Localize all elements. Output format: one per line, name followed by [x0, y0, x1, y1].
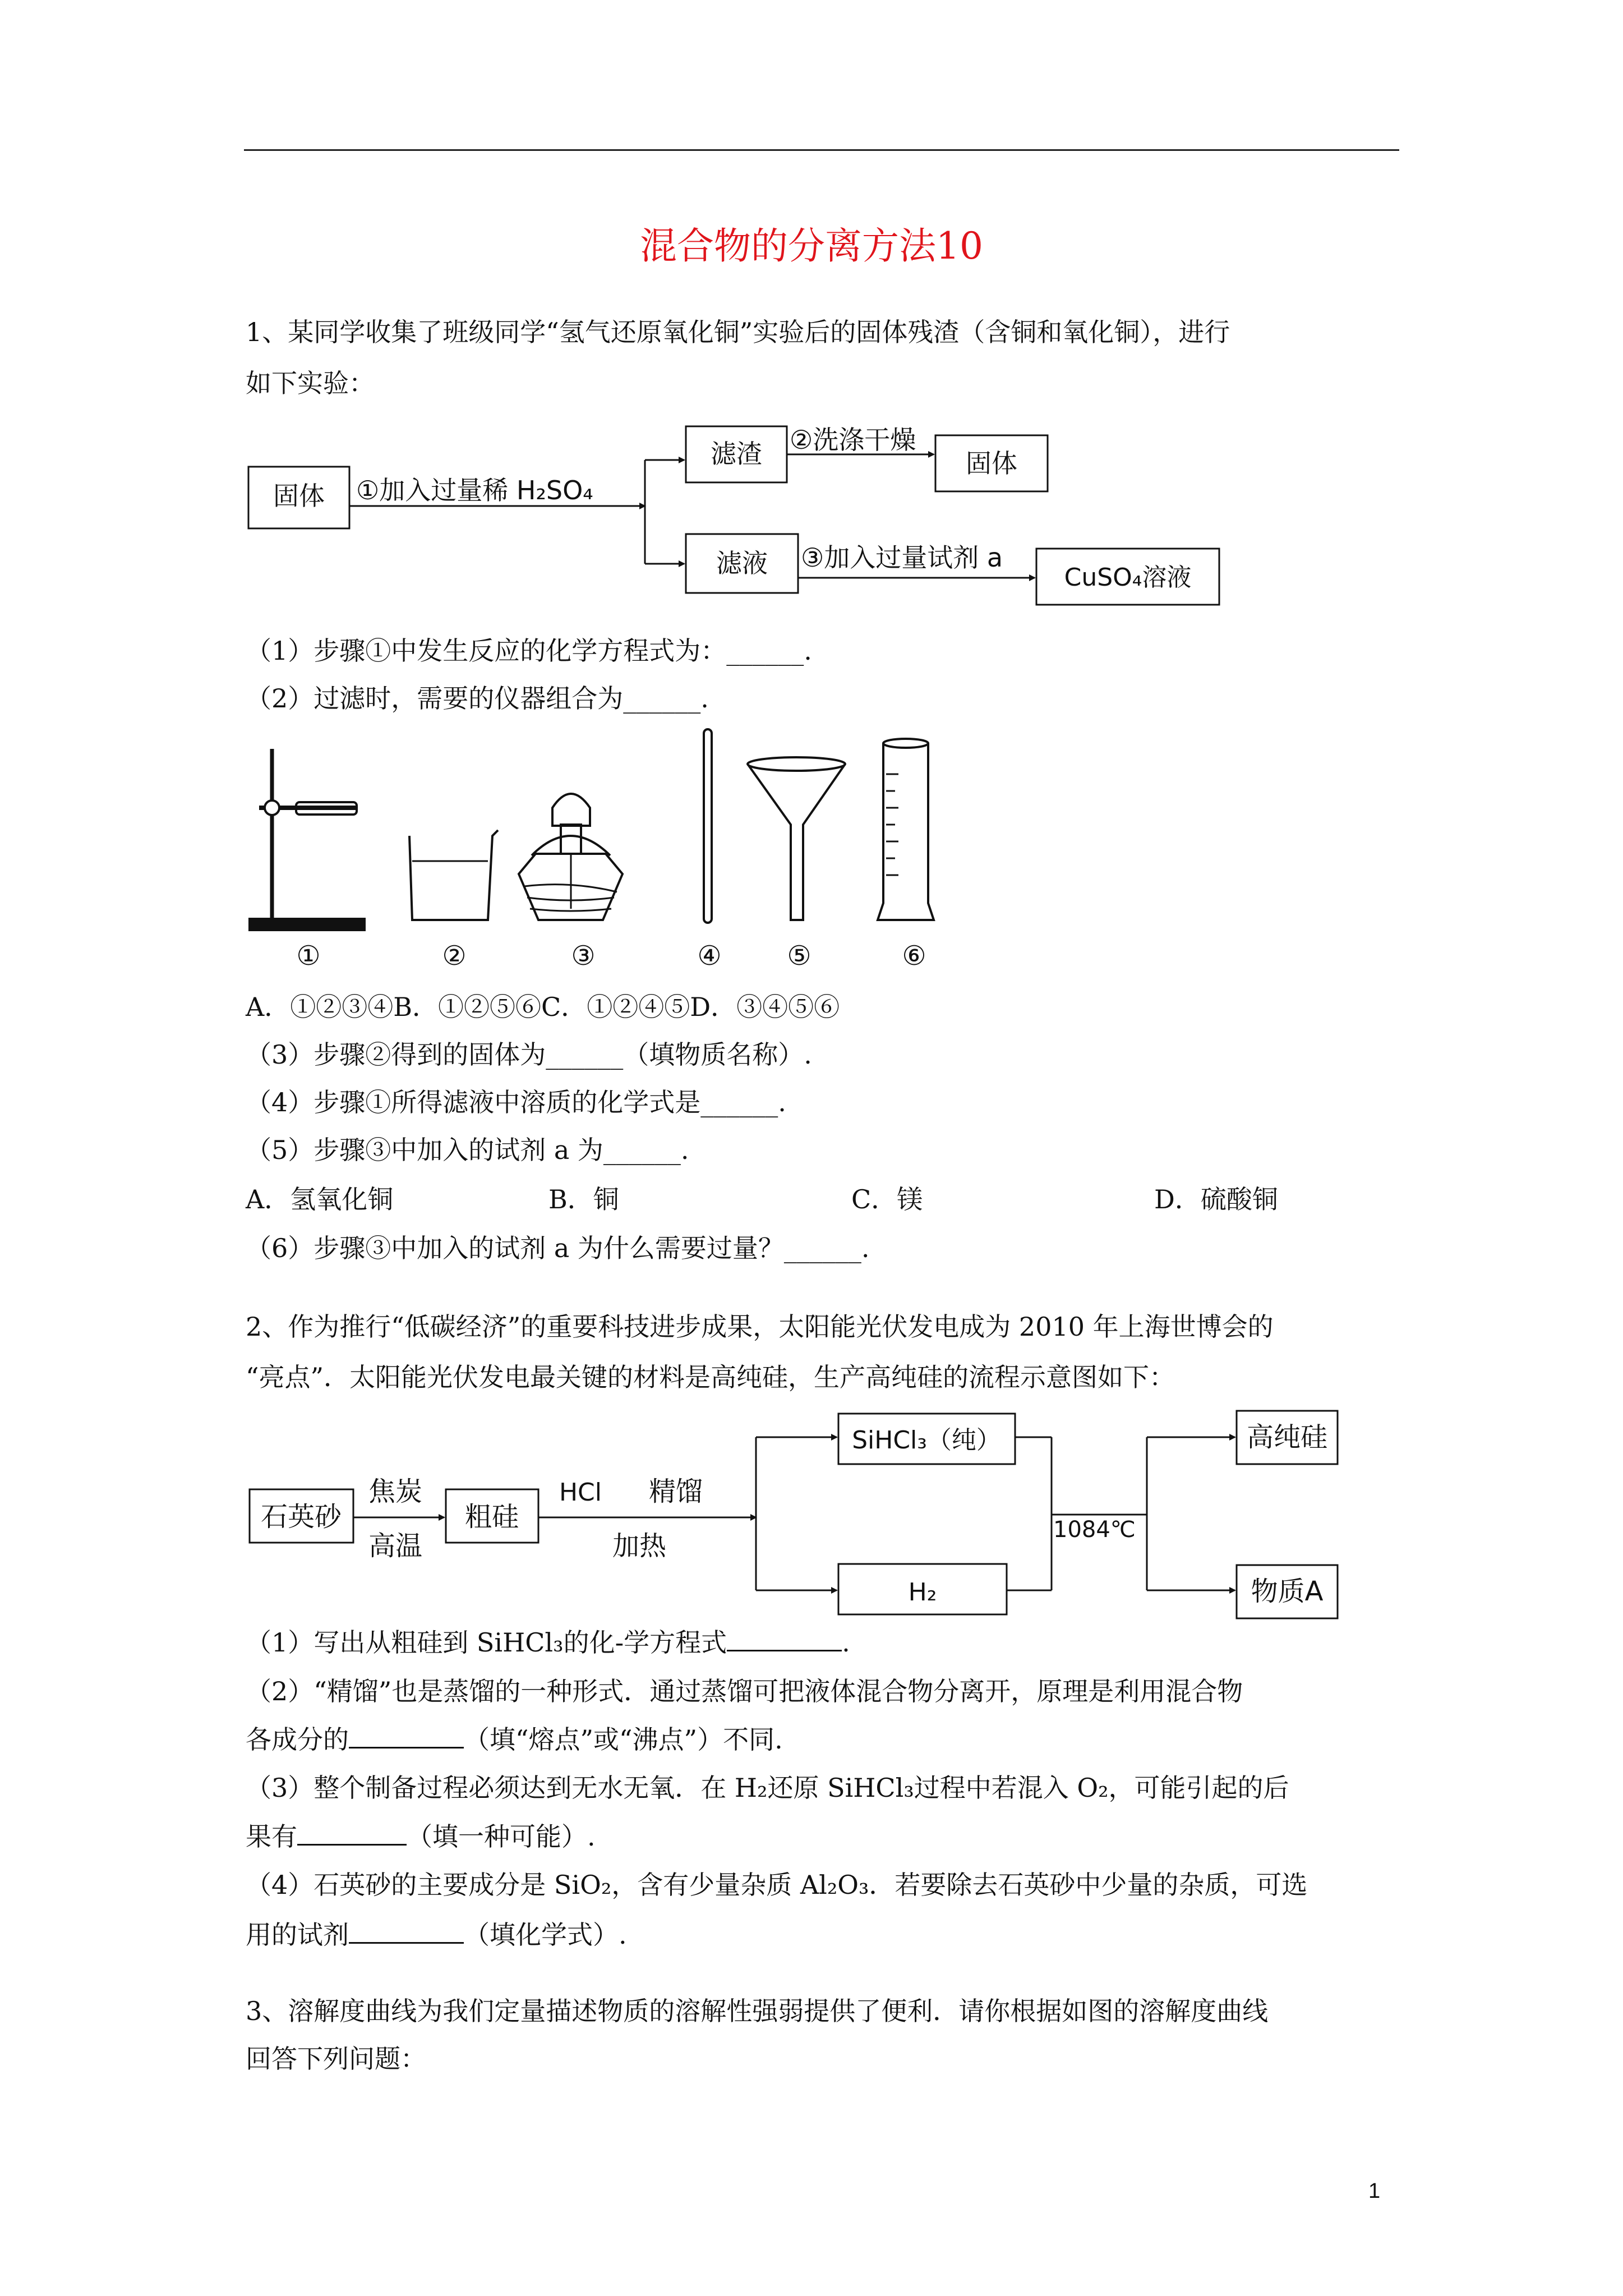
q1-stem-line1: 1、某同学收集了班级同学“氢气还原氧化铜”实验后的固体残渣（含铜和氧化铜），进行	[246, 317, 1230, 347]
q2-sub2-end: （填“熔点”或“沸点”）不同.	[464, 1724, 783, 1755]
q2-sub3-line1: （3）整个制备过程必须达到无水无氧．在 H₂还原 SiHCl₃过程中若混入 O₂，可能引起的后	[246, 1773, 1289, 1803]
q2-stem-line2: “亮点”．太阳能光伏发电最关键的材料是高纯硅，生产高纯硅的流程示意图如下：	[246, 1362, 1175, 1392]
q2-pure-si-label: 高纯硅	[1246, 1421, 1328, 1453]
q2-sub4-end: （填化学式）.	[464, 1920, 627, 1950]
q2-substance-a-label: 物质A	[1251, 1576, 1324, 1607]
q2-sub1	[246, 1625, 850, 1659]
apparatus-label-1: ①	[296, 940, 321, 972]
q1-filtrate-label: 滤液	[716, 548, 768, 578]
q1-sub4: （4）步骤①所得滤液中溶质的化学式是______.	[246, 1087, 786, 1117]
q3-stem-line2: 回答下列问题：	[246, 2044, 426, 2074]
q2-sub2-blank[interactable]	[349, 1722, 464, 1749]
q1-choices-2: A．①②③④B．①②⑤⑥C．①②④⑤D．③④⑤⑥	[246, 992, 840, 1022]
q1-choice-d: D．硫酸铜	[1154, 1184, 1278, 1214]
q2-sub4-line1: （4）石英砂的主要成分是 SiO₂，含有少量杂质 Al₂O₃．若要除去石英砂中少量的杂质，可选	[246, 1870, 1308, 1900]
q1-solid2-label: 固体	[966, 448, 1017, 478]
q2-sub3-text: 果有	[246, 1821, 297, 1852]
apparatus-label-5: ⑤	[787, 940, 811, 972]
q2-sub1-end: .	[842, 1627, 850, 1658]
q2-hcl-label: HCl	[559, 1478, 602, 1507]
q2-quartz-label: 石英砂	[260, 1501, 342, 1533]
q3-stem-line1: 3、溶解度曲线为我们定量描述物质的溶解性强弱提供了便利．请你根据如图的溶解度曲线	[246, 1996, 1269, 2026]
q2-temp-label: 1084℃	[1053, 1517, 1136, 1543]
q1-choice-b: B．铜	[548, 1184, 619, 1214]
q2-heat-label: 加热	[612, 1530, 667, 1562]
q2-sub4-line2	[246, 1917, 627, 1952]
q1-step1-label: ①加入过量稀 H₂SO₄	[356, 475, 593, 505]
q1-step2-label: ②洗涤干燥	[790, 425, 916, 455]
q1-sub2: （2）过滤时，需要的仪器组合为______.	[246, 683, 709, 714]
q1-sub6: （6）步骤③中加入的试剂 a 为什么需要过量？______.	[246, 1233, 870, 1263]
q2-sub2-line1: （2）“精馏”也是蒸馏的一种形式．通过蒸馏可把液体混合物分离开，原理是利用混合物	[246, 1676, 1243, 1706]
q2-sub3-blank[interactable]	[297, 1819, 407, 1846]
apparatus-label-6: ⑥	[902, 940, 926, 972]
q2-sihcl3-label: SiHCl₃（纯）	[852, 1426, 1001, 1455]
q1-choice-c: C．镁	[851, 1184, 923, 1214]
q2-sub2-line2	[246, 1722, 783, 1756]
q2-sub4-blank[interactable]	[349, 1917, 464, 1944]
q2-distill-label: 精馏	[648, 1476, 703, 1507]
q1-step3-label: ③加入过量试剂 a	[801, 542, 1003, 573]
q2-crude-si-label: 粗硅	[464, 1501, 519, 1533]
q2-h2-label: H₂	[908, 1578, 937, 1607]
q1-stem-line2: 如下实验：	[246, 368, 375, 398]
q1-sub5: （5）步骤③中加入的试剂 a 为______.	[246, 1135, 689, 1165]
q2-sub1-blank[interactable]	[727, 1625, 842, 1651]
page-number: 1	[1368, 2179, 1381, 2203]
q2-sub3-end: （填一种可能）.	[407, 1821, 596, 1852]
q1-solid-label: 固体	[273, 481, 325, 511]
q1-sub3: （3）步骤②得到的固体为______（填物质名称）.	[246, 1039, 812, 1070]
q1-residue-label: 滤渣	[711, 439, 762, 469]
q2-sub3-line2	[246, 1819, 596, 1853]
q2-stem-line1: 2、作为推行“低碳经济”的重要科技进步成果，太阳能光伏发电成为 2010 年上海世博会的	[246, 1312, 1274, 1342]
q2-sub1-text: （1）写出从粗硅到 SiHCl₃的化-学方程式	[246, 1627, 727, 1658]
q2-sub2-text: 各成分的	[246, 1724, 349, 1755]
apparatus-label-2: ②	[442, 940, 467, 972]
q1-choice-a: A．氢氧化铜	[246, 1184, 394, 1214]
q1-sub1: （1）步骤①中发生反应的化学方程式为：______.	[246, 636, 812, 666]
q2-coke-label: 焦炭	[368, 1476, 423, 1507]
apparatus-label-4: ④	[697, 940, 722, 972]
q2-high-temp-label: 高温	[368, 1530, 423, 1562]
page-title: 混合物的分离方法10	[640, 224, 983, 268]
apparatus-label-3: ③	[571, 940, 596, 972]
q2-sub4-text: 用的试剂	[246, 1920, 349, 1950]
q1-product-label: CuSO₄溶液	[1064, 563, 1192, 592]
